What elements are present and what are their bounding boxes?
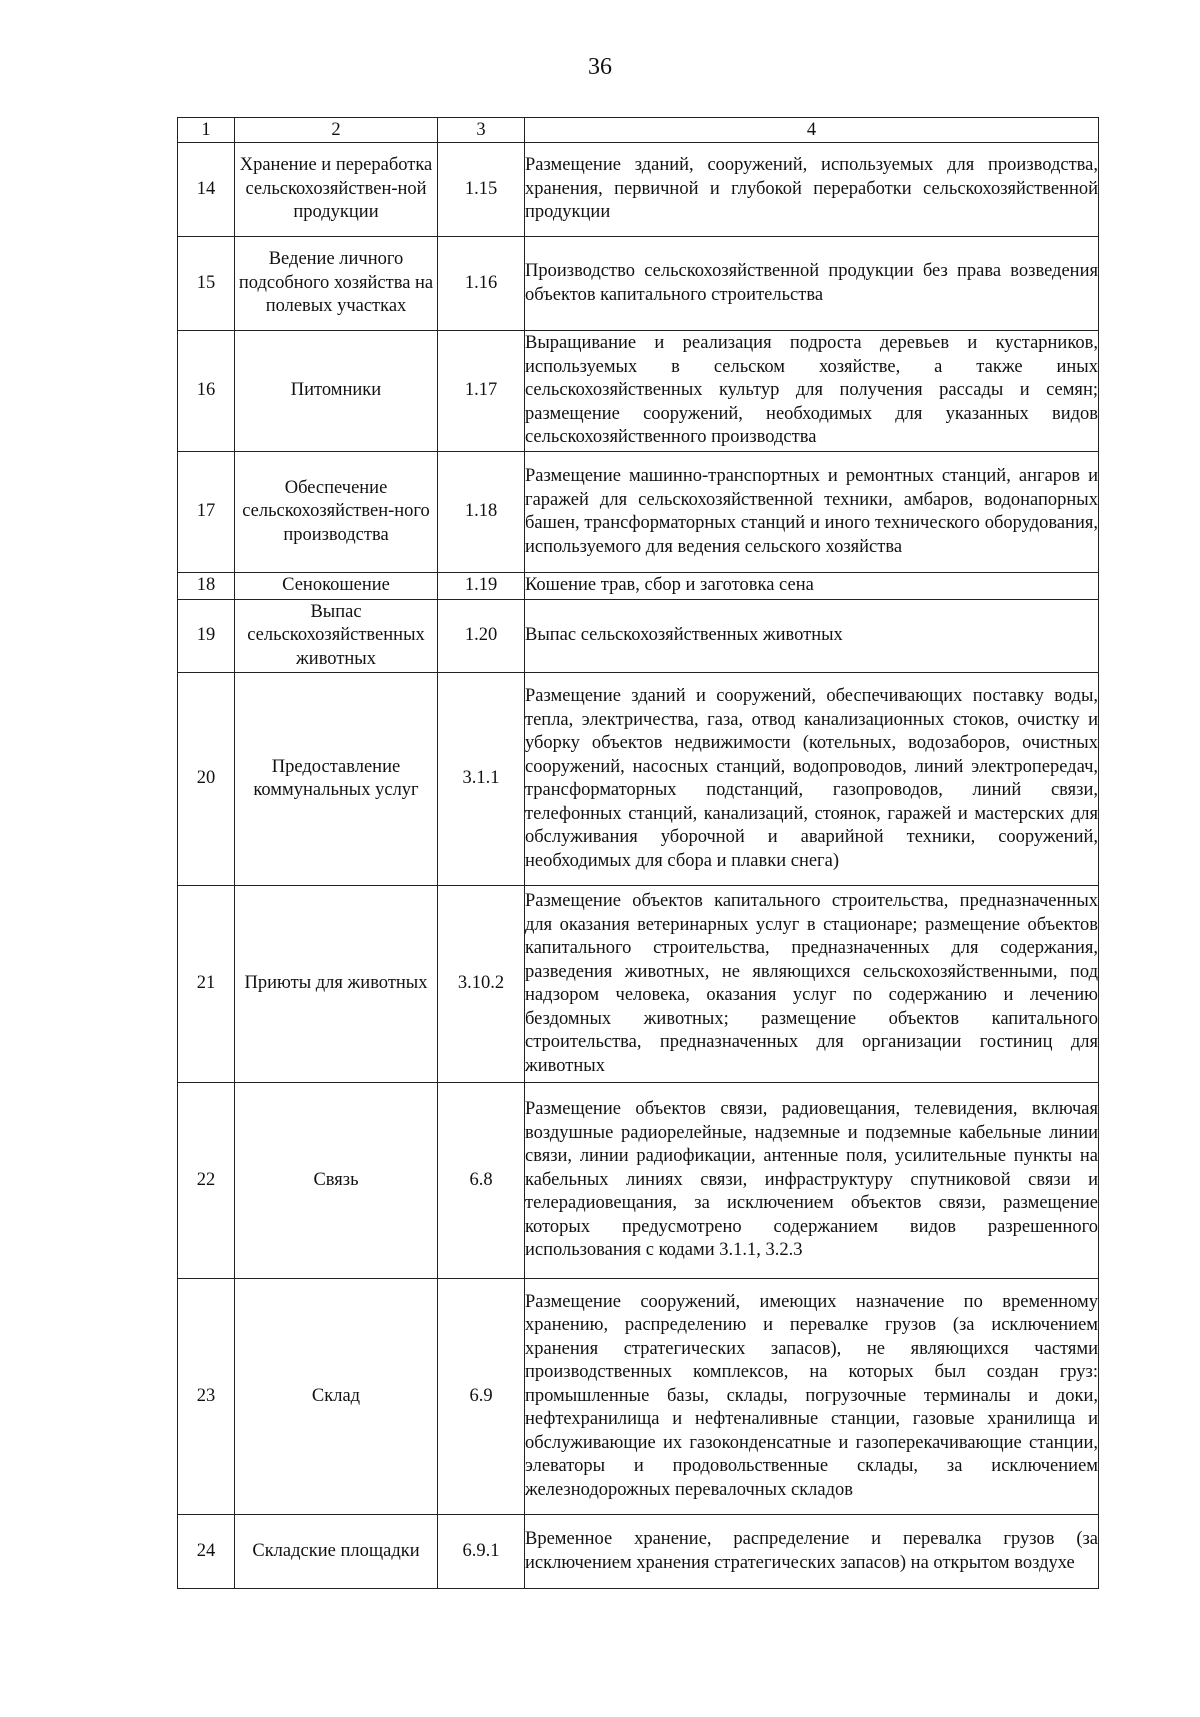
row-name: Выпас сельскохозяйственных животных xyxy=(235,600,438,673)
row-name: Обеспечение сельскохозяйствен-ного производства xyxy=(235,452,438,573)
table-row xyxy=(178,1083,1099,1279)
row-description: Кошение трав, сбор и заготовка сена xyxy=(525,573,1099,600)
row-number: 15 xyxy=(178,237,235,331)
row-number: 24 xyxy=(178,1515,235,1589)
row-description: Выращивание и реализация подроста деревьев и кустарников, используемых в сельском хозяйстве, а также иных сельскохозяйственных культур для получения рассады и семян; размещение сооружений, необходимых для указанных видов сельскохозяйственного производства xyxy=(525,331,1099,452)
table-row xyxy=(178,673,1099,886)
header-col-3: 3 xyxy=(438,118,525,143)
row-code: 3.1.1 xyxy=(438,673,525,886)
row-name: Склад xyxy=(235,1279,438,1515)
row-number: 20 xyxy=(178,673,235,886)
row-description: Размещение сооружений, имеющих назначение по временному хранению, распределению и перевалке грузов (за исключением хранения стратегических запасов), не являющихся частями производственных комплексов, на которых был создан груз: промышленные базы, склады, погрузочные терминалы и доки, нефтехранилища и нефтеналивные станции, газовые хранилища и обслуживающие их газоконденсатные и газоперекачивающие станции, элеваторы и продовольственные склады, за исключением железнодорожных перевалочных складов xyxy=(525,1279,1099,1515)
row-description: Размещение объектов капитального строительства, предназначенных для оказания ветеринарных услуг в стационаре; размещение объектов капитального строительства, предназначенных для содержания, разведения животных, не являющихся сельскохозяйственными, под надзором человека, оказания услуг по содержанию и лечению бездомных животных; размещение объектов капитального строительства, предназначенных для организации гостиниц для животных xyxy=(525,886,1099,1083)
row-number: 14 xyxy=(178,143,235,237)
table-row xyxy=(178,1515,1099,1589)
header-col-4: 4 xyxy=(525,118,1099,143)
row-description: Размещение зданий и сооружений, обеспечивающих поставку воды, тепла, электричества, газа, отвод канализационных стоков, очистку и уборку объектов недвижимости (котельных, водозаборов, очистных сооружений, насосных станций, водопроводов, линий электропередач, трансформаторных подстанций, газопроводов, линий связи, телефонных станций, канализаций, стоянок, гаражей и мастерских для обслуживания уборочной и аварийной техники, сооружений, необходимых для сбора и плавки снега) xyxy=(525,673,1099,886)
row-code: 6.9.1 xyxy=(438,1515,525,1589)
row-name: Питомники xyxy=(235,331,438,452)
table-row xyxy=(178,331,1099,452)
land-use-table xyxy=(177,117,1099,1589)
row-name: Хранение и переработка сельскохозяйствен-ной продукции xyxy=(235,143,438,237)
table-row xyxy=(178,1279,1099,1515)
row-number: 22 xyxy=(178,1083,235,1279)
row-description: Производство сельскохозяйственной продукции без права возведения объектов капитального строительства xyxy=(525,237,1099,331)
row-code: 1.20 xyxy=(438,600,525,673)
header-col-1: 1 xyxy=(178,118,235,143)
row-description: Временное хранение, распределение и перевалка грузов (за исключением хранения стратегических запасов) на открытом воздухе xyxy=(525,1515,1099,1589)
table-header-row xyxy=(178,118,1099,143)
table-row xyxy=(178,452,1099,573)
table-row xyxy=(178,237,1099,331)
row-name: Сенокошение xyxy=(235,573,438,600)
row-description: Размещение объектов связи, радиовещания, телевидения, включая воздушные радиорелейные, надземные и подземные кабельные линии связи, линии радиофикации, антенные поля, усилительные пункты на кабельных линиях связи, инфраструктуру спутниковой связи и телерадиовещания, за исключением объектов связи, размещение которых предусмотрено содержанием видов разрешенного использования с кодами 3.1.1, 3.2.3 xyxy=(525,1083,1099,1279)
row-number: 18 xyxy=(178,573,235,600)
row-description: Размещение зданий, сооружений, используемых для производства, хранения, первичной и глубокой переработки сельскохозяйственной продукции xyxy=(525,143,1099,237)
row-code: 6.8 xyxy=(438,1083,525,1279)
row-number: 19 xyxy=(178,600,235,673)
table-row xyxy=(178,143,1099,237)
row-code: 1.15 xyxy=(438,143,525,237)
row-name: Связь xyxy=(235,1083,438,1279)
row-number: 21 xyxy=(178,886,235,1083)
row-name: Ведение личного подсобного хозяйства на полевых участках xyxy=(235,237,438,331)
row-name: Приюты для животных xyxy=(235,886,438,1083)
table-row xyxy=(178,573,1099,600)
row-description: Размещение машинно-транспортных и ремонтных станций, ангаров и гаражей для сельскохозяйственной техники, амбаров, водонапорных башен, трансформаторных станций и иного технического оборудования, используемого для ведения сельского хозяйства xyxy=(525,452,1099,573)
page-number: 36 xyxy=(588,54,612,80)
table-row xyxy=(178,600,1099,673)
row-code: 6.9 xyxy=(438,1279,525,1515)
row-code: 1.18 xyxy=(438,452,525,573)
row-code: 1.16 xyxy=(438,237,525,331)
row-code: 1.17 xyxy=(438,331,525,452)
row-code: 3.10.2 xyxy=(438,886,525,1083)
table-row xyxy=(178,886,1099,1083)
row-code: 1.19 xyxy=(438,573,525,600)
row-name: Складские площадки xyxy=(235,1515,438,1589)
row-name: Предоставление коммунальных услуг xyxy=(235,673,438,886)
row-number: 17 xyxy=(178,452,235,573)
row-description: Выпас сельскохозяйственных животных xyxy=(525,600,1099,673)
row-number: 23 xyxy=(178,1279,235,1515)
header-col-2: 2 xyxy=(235,118,438,143)
row-number: 16 xyxy=(178,331,235,452)
